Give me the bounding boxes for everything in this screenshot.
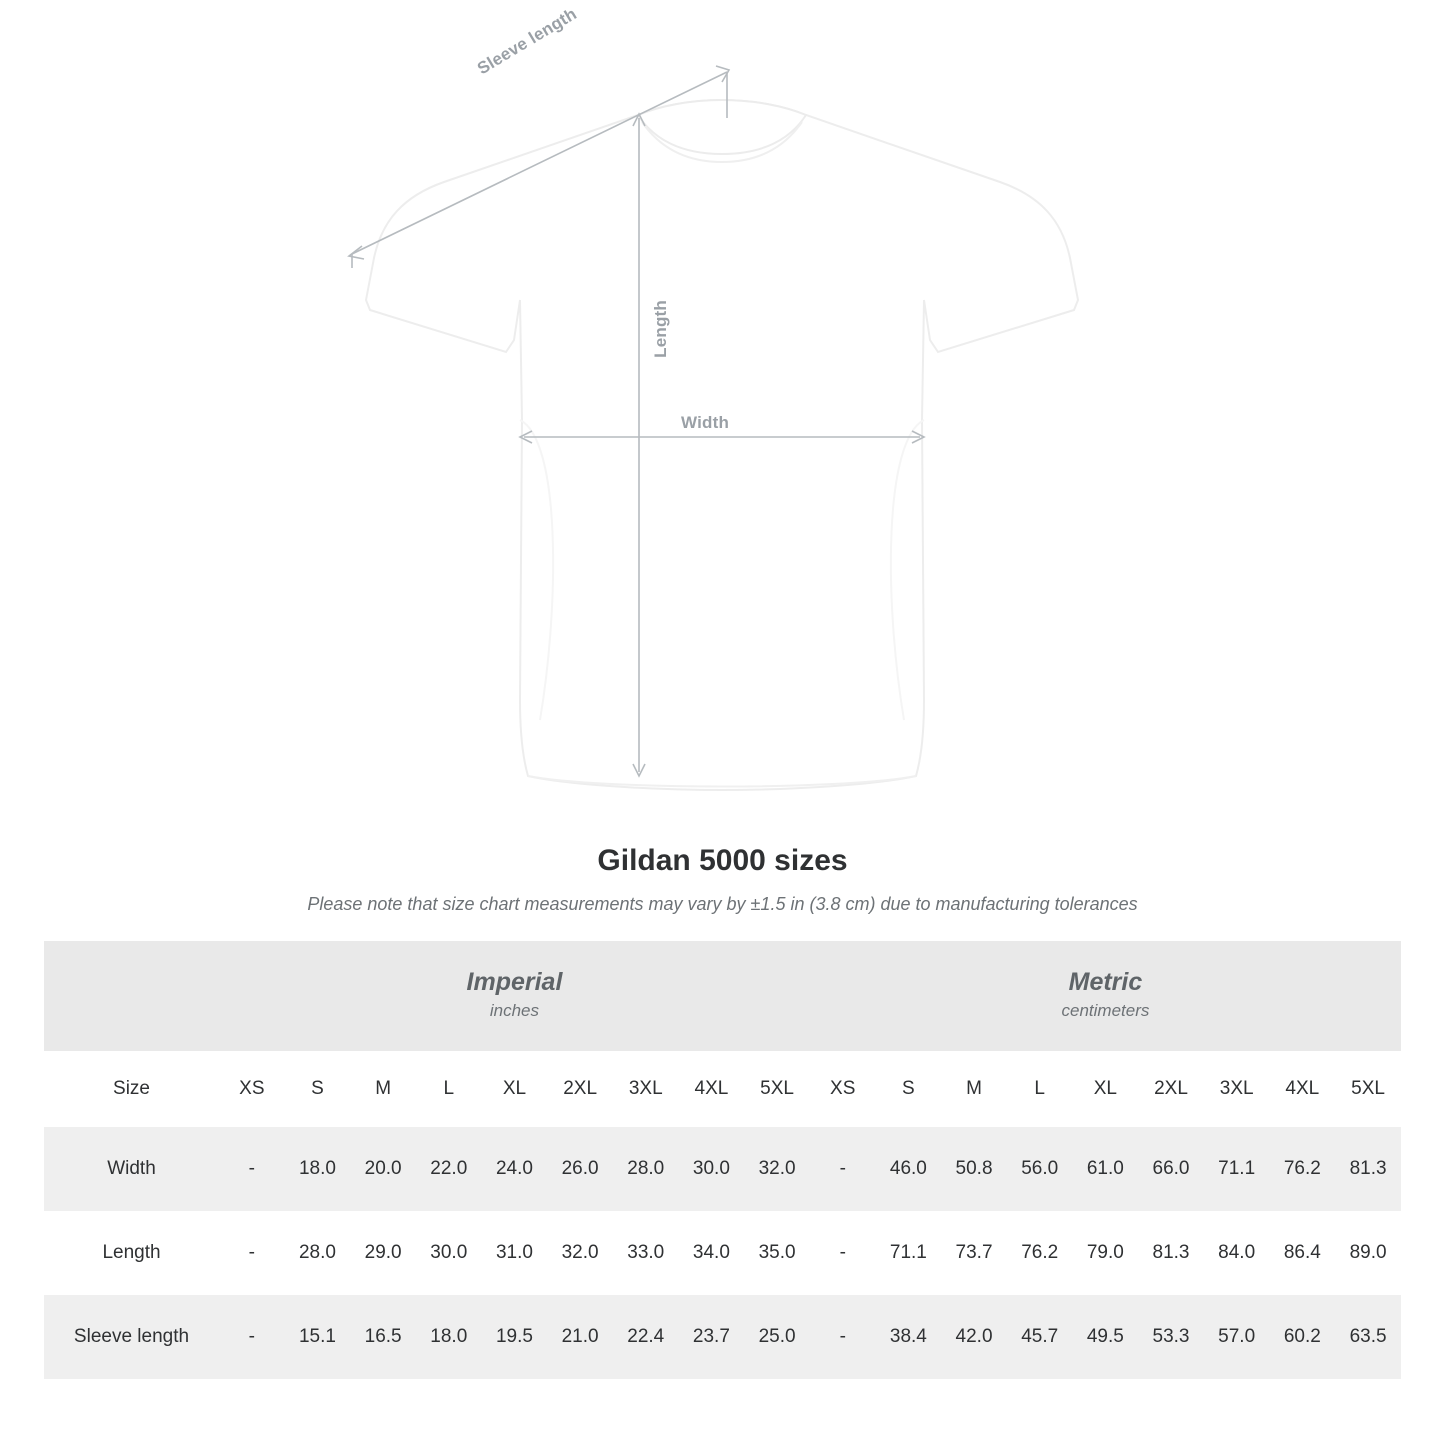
tolerance-note: Please note that size chart measurements may vary by ±1.5 in (3.8 cm) due to manufacturing tolerances — [307, 894, 1138, 914]
shirt-shape — [366, 100, 1078, 790]
cell-metric-sleeve-4xl: 60.2 — [1270, 1295, 1336, 1379]
cell-metric-sleeve-xs: - — [810, 1295, 876, 1379]
cell-imperial-width-5xl: 32.0 — [744, 1127, 810, 1211]
cell-metric-width-s: 46.0 — [876, 1127, 942, 1211]
size-col-imperial-3xl: 3XL — [613, 1051, 679, 1127]
table-row — [44, 1295, 1401, 1379]
cell-metric-width-4xl: 76.2 — [1270, 1127, 1336, 1211]
cell-metric-length-l: 76.2 — [1007, 1211, 1073, 1295]
size-col-imperial-xs: XS — [219, 1051, 285, 1127]
cell-imperial-sleeve-s: 15.1 — [285, 1295, 351, 1379]
cell-metric-width-m: 50.8 — [941, 1127, 1007, 1211]
cell-imperial-sleeve-3xl: 22.4 — [613, 1295, 679, 1379]
cell-imperial-length-m: 29.0 — [350, 1211, 416, 1295]
cell-metric-length-m: 73.7 — [941, 1211, 1007, 1295]
cell-metric-length-3xl: 84.0 — [1204, 1211, 1270, 1295]
cell-imperial-sleeve-4xl: 23.7 — [679, 1295, 745, 1379]
row-label-sleeve-length: Sleeve length — [44, 1295, 219, 1379]
metric-unit-header — [810, 941, 1401, 1051]
page-title: Gildan 5000 sizes — [597, 844, 848, 877]
size-col-metric-xl: XL — [1073, 1051, 1139, 1127]
size-col-imperial-xl: XL — [482, 1051, 548, 1127]
size-col-imperial-4xl: 4XL — [679, 1051, 745, 1127]
size-chart-table-wrapper — [44, 941, 1401, 1379]
size-header-row — [44, 1051, 1401, 1127]
row-label-width: Width — [44, 1127, 219, 1211]
imperial-unit-name: Imperial — [466, 968, 563, 997]
cell-metric-length-s: 71.1 — [876, 1211, 942, 1295]
cell-metric-sleeve-2xl: 53.3 — [1138, 1295, 1204, 1379]
cell-imperial-length-l: 30.0 — [416, 1211, 482, 1295]
table-row — [44, 1211, 1401, 1295]
cell-imperial-sleeve-xs: - — [219, 1295, 285, 1379]
cell-imperial-width-xl: 24.0 — [482, 1127, 548, 1211]
size-col-metric-xs: XS — [810, 1051, 876, 1127]
size-col-metric-5xl: 5XL — [1335, 1051, 1401, 1127]
cell-metric-sleeve-l: 45.7 — [1007, 1295, 1073, 1379]
cell-imperial-sleeve-l: 18.0 — [416, 1295, 482, 1379]
sleeve-length-label: Sleeve length — [474, 4, 580, 79]
size-col-metric-3xl: 3XL — [1204, 1051, 1270, 1127]
imperial-unit-sub: inches — [489, 1000, 540, 1020]
size-col-metric-2xl: 2XL — [1138, 1051, 1204, 1127]
length-label: Length — [651, 300, 670, 358]
size-col-metric-4xl: 4XL — [1270, 1051, 1336, 1127]
cell-imperial-width-s: 18.0 — [285, 1127, 351, 1211]
cell-imperial-sleeve-xl: 19.5 — [482, 1295, 548, 1379]
cell-imperial-sleeve-5xl: 25.0 — [744, 1295, 810, 1379]
imperial-unit-header — [219, 941, 810, 1051]
cell-metric-sleeve-3xl: 57.0 — [1204, 1295, 1270, 1379]
size-col-imperial-2xl: 2XL — [547, 1051, 613, 1127]
cell-imperial-width-4xl: 30.0 — [679, 1127, 745, 1211]
cell-metric-width-xl: 61.0 — [1073, 1127, 1139, 1211]
cell-imperial-width-2xl: 26.0 — [547, 1127, 613, 1211]
size-col-metric-m: M — [941, 1051, 1007, 1127]
cell-imperial-width-xs: - — [219, 1127, 285, 1211]
cell-imperial-length-3xl: 33.0 — [613, 1211, 679, 1295]
cell-metric-sleeve-m: 42.0 — [941, 1295, 1007, 1379]
chart-heading — [0, 844, 1445, 915]
unit-header-row — [44, 941, 1401, 1051]
width-label: Width — [681, 413, 730, 432]
cell-metric-width-xs: - — [810, 1127, 876, 1211]
cell-imperial-length-xs: - — [219, 1211, 285, 1295]
cell-metric-length-2xl: 81.3 — [1138, 1211, 1204, 1295]
cell-metric-width-2xl: 66.0 — [1138, 1127, 1204, 1211]
cell-imperial-sleeve-2xl: 21.0 — [547, 1295, 613, 1379]
cell-metric-width-5xl: 81.3 — [1335, 1127, 1401, 1211]
cell-imperial-width-3xl: 28.0 — [613, 1127, 679, 1211]
cell-imperial-width-l: 22.0 — [416, 1127, 482, 1211]
cell-imperial-length-5xl: 35.0 — [744, 1211, 810, 1295]
cell-metric-length-4xl: 86.4 — [1270, 1211, 1336, 1295]
cell-imperial-sleeve-m: 16.5 — [350, 1295, 416, 1379]
cell-metric-sleeve-xl: 49.5 — [1073, 1295, 1139, 1379]
cell-imperial-length-xl: 31.0 — [482, 1211, 548, 1295]
cell-metric-length-5xl: 89.0 — [1335, 1211, 1401, 1295]
size-header-label: Size — [44, 1051, 219, 1127]
size-col-imperial-5xl: 5XL — [744, 1051, 810, 1127]
cell-imperial-width-m: 20.0 — [350, 1127, 416, 1211]
size-col-imperial-m: M — [350, 1051, 416, 1127]
cell-metric-length-xl: 79.0 — [1073, 1211, 1139, 1295]
row-label-length: Length — [44, 1211, 219, 1295]
size-chart-table — [44, 941, 1401, 1379]
cell-metric-width-l: 56.0 — [1007, 1127, 1073, 1211]
cell-metric-sleeve-s: 38.4 — [876, 1295, 942, 1379]
cell-metric-length-xs: - — [810, 1211, 876, 1295]
metric-unit-name: Metric — [1068, 968, 1143, 997]
cell-metric-width-3xl: 71.1 — [1204, 1127, 1270, 1211]
unit-header-corner — [44, 941, 219, 1051]
table-row — [44, 1127, 1401, 1211]
size-col-metric-l: L — [1007, 1051, 1073, 1127]
cell-imperial-length-2xl: 32.0 — [547, 1211, 613, 1295]
cell-imperial-length-s: 28.0 — [285, 1211, 351, 1295]
size-col-imperial-l: L — [416, 1051, 482, 1127]
size-col-imperial-s: S — [285, 1051, 351, 1127]
cell-imperial-length-4xl: 34.0 — [679, 1211, 745, 1295]
size-col-metric-s: S — [876, 1051, 942, 1127]
cell-metric-sleeve-5xl: 63.5 — [1335, 1295, 1401, 1379]
metric-unit-sub: centimeters — [1061, 1000, 1150, 1020]
